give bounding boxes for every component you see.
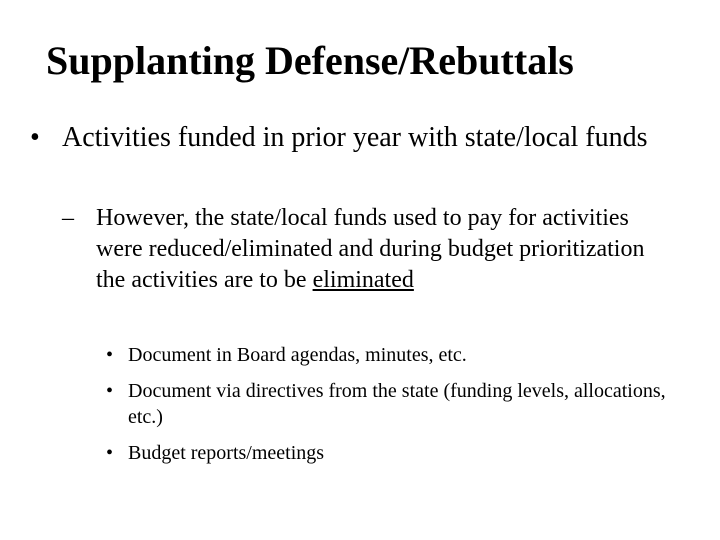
sub-bullet-text <box>96 203 662 296</box>
nested-bullet-text: Document in Board agendas, minutes, etc. <box>128 344 467 366</box>
underlined-emphasis: eliminated <box>312 267 414 293</box>
bullet-item-level1 <box>30 121 650 155</box>
bullet-text: Activities funded in prior year with state/local funds <box>62 122 648 153</box>
sub-bullet-main-text: However, the state/local funds used to pay for activities were reduced/eliminated and during budget prioritization the activities are to be <box>96 205 645 293</box>
bullet-icon: • <box>106 442 114 464</box>
nested-bullet-item <box>106 378 666 430</box>
bullet-item-level2 <box>62 203 662 296</box>
bullet-icon: • <box>106 380 114 402</box>
nested-bullet-item <box>106 440 666 466</box>
nested-bullet-text: Budget reports/meetings <box>128 442 325 464</box>
bullet-icon: • <box>106 344 114 366</box>
nested-bullet-item <box>106 342 666 368</box>
slide-title: Supplanting Defense/Rebuttals <box>46 38 574 83</box>
bullet-icon: • <box>30 122 40 153</box>
nested-bullet-text: Document via directives from the state (funding levels, allocations, etc.) <box>128 380 666 428</box>
nested-bullet-list <box>106 342 666 476</box>
dash-bullet-icon: – <box>62 205 74 231</box>
